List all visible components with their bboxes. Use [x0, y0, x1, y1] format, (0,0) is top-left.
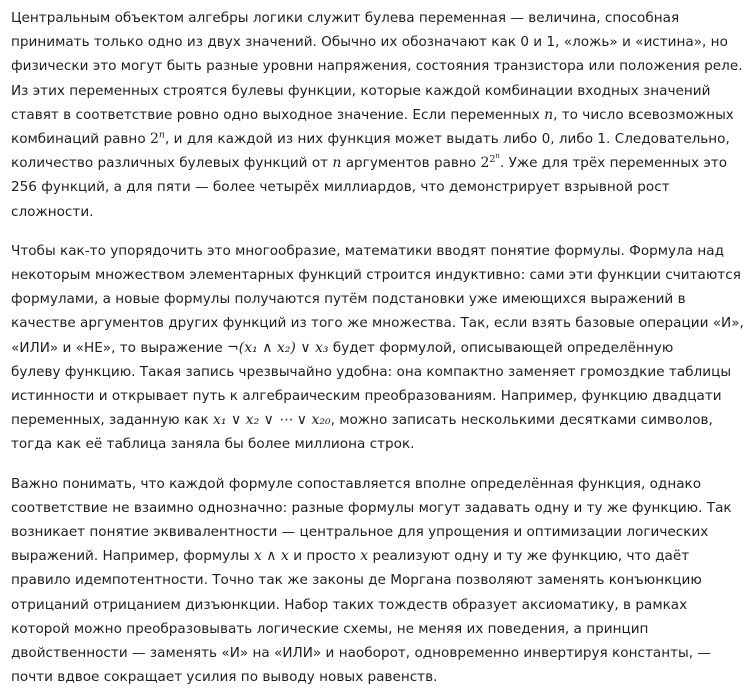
text-line: 256 функций, а для пяти — более четырёх миллиардов, что демонстрирует взрывной рост: [11, 179, 670, 196]
math-base: 2: [480, 155, 490, 172]
text-line: Важно понимать, что каждой формуле сопоставляется вполне определённая функция, однако: [11, 475, 702, 492]
text-line: тогда как её таблица заняла бы более миллиона строк.: [11, 436, 415, 453]
text-line: Центральным объектом алгебры логики служит булева переменная — величина, способная: [11, 10, 680, 26]
text-line: [11, 408, 713, 432]
math-exponent-exponent: n: [495, 151, 500, 160]
text-segment: «ИЛИ» и «НЕ», то выражение: [11, 339, 228, 356]
text-line: [11, 151, 728, 175]
text-line: принимать только одно из двух значений. Обычно их обозначают как 0 и 1, «ложь» и «истина», но: [11, 34, 728, 51]
text-line: физически это могут быть разные уровни напряжения, состояния транзистора или положения реле.: [11, 58, 743, 75]
text-segment: , то число всевозможных: [553, 106, 734, 123]
text-line: качестве аргументов других функций из того же множества. Так, если взять базовые операции «И»,: [11, 315, 744, 332]
math-exponent: [489, 151, 500, 165]
text-segment: ставят в соответствие ровно одно выходное значение. Если переменных: [11, 106, 545, 123]
text-line: формулами, а новые формулы получаются путём подстановки уже имеющихся выражений в: [11, 291, 686, 308]
math-variable: x: [360, 548, 369, 565]
math-expression: x ∧ x: [253, 548, 289, 565]
paragraph-spacer: [11, 457, 666, 472]
text-line: булеву функцию. Такая запись чрезвычайно удобна: она компактно заменяет громоздкие таблицы: [11, 363, 732, 380]
paragraph-formulas: [11, 239, 744, 457]
text-line: которой можно преобразовывать логические схемы, не меняя их поведения, а принцип: [11, 620, 649, 637]
math-exponent-base: 2: [489, 153, 496, 165]
text-line: почти вдвое сокращает усилия по выводу новых равенств.: [11, 669, 438, 686]
text-segment: переменных, заданную как: [11, 412, 214, 429]
paragraph-spacer: [11, 224, 666, 239]
text-line: [11, 103, 734, 127]
text-line: правило идемпотентности. Точно так же законы де Моргана позволяют заменять конъюнкцию: [11, 572, 702, 589]
text-segment: будет формулой, описывающей определённую: [328, 339, 674, 356]
text-line: истинности и открывает путь к алгебраическим преобразованиям. Например, функцию двадцати: [11, 388, 722, 405]
text-line: двойственности — заменять «И» на «ИЛИ» и наоборот, одновременно инвертируя константы, —: [11, 645, 711, 662]
text-segment: реализуют одну и ту же функцию, что даёт: [368, 548, 690, 565]
text-line: отрицаний отрицанием дизъюнкции. Набор таких тождеств образует аксиоматику, в рамках: [11, 596, 688, 613]
text-line: Чтобы как-то упорядочить это многообразие, математики вводят понятие формулы. Формула над: [11, 242, 725, 259]
paragraph-equivalence: [11, 472, 732, 690]
math-expression: ¬(x₁ ∧ x₂) ∨ x₃: [227, 339, 329, 356]
text-line: Из этих переменных строятся булевы функции, которые каждой комбинации входных значений: [11, 82, 711, 99]
text-segment: выражений. Например, формулы: [11, 548, 254, 565]
text-line: возникает понятие эквивалентности — центральное для упрощения и оптимизации логических: [11, 524, 709, 541]
text-segment: аргументов равно: [341, 155, 481, 172]
math-variable: n: [544, 106, 554, 123]
text-line: соответствие не взаимно однозначно: разные формулы могут задавать одну и ту же функцию. Так: [11, 499, 732, 516]
text-segment: , и для каждой из них функция может выдать либо 0, либо 1. Следовательно,: [165, 131, 730, 148]
math-expression: x₁ ∨ x₂ ∨ ⋯ ∨ x₂₀: [213, 412, 331, 429]
text-segment: комбинаций равно: [11, 131, 150, 148]
text-segment: и просто: [288, 548, 361, 565]
math-variable: n: [332, 155, 342, 172]
text-segment: количество различных булевых функций от: [11, 155, 333, 172]
text-line: [11, 127, 730, 151]
math-base: 2: [149, 131, 159, 148]
text-line: сложности.: [11, 203, 94, 220]
text-segment: , можно записать несколькими десятками символов,: [330, 412, 713, 429]
text-segment: . Уже для трёх переменных это: [499, 155, 728, 172]
math-double-power: [480, 151, 500, 172]
text-line: некоторым множеством элементарных функций строится индуктивно: сами эти функции считаются: [11, 267, 741, 284]
text-line: [11, 336, 674, 360]
math-exponent: n: [158, 129, 166, 141]
math-power: [150, 131, 165, 147]
text-line: [11, 544, 690, 568]
paragraph-boolean-variables: [11, 0, 743, 224]
